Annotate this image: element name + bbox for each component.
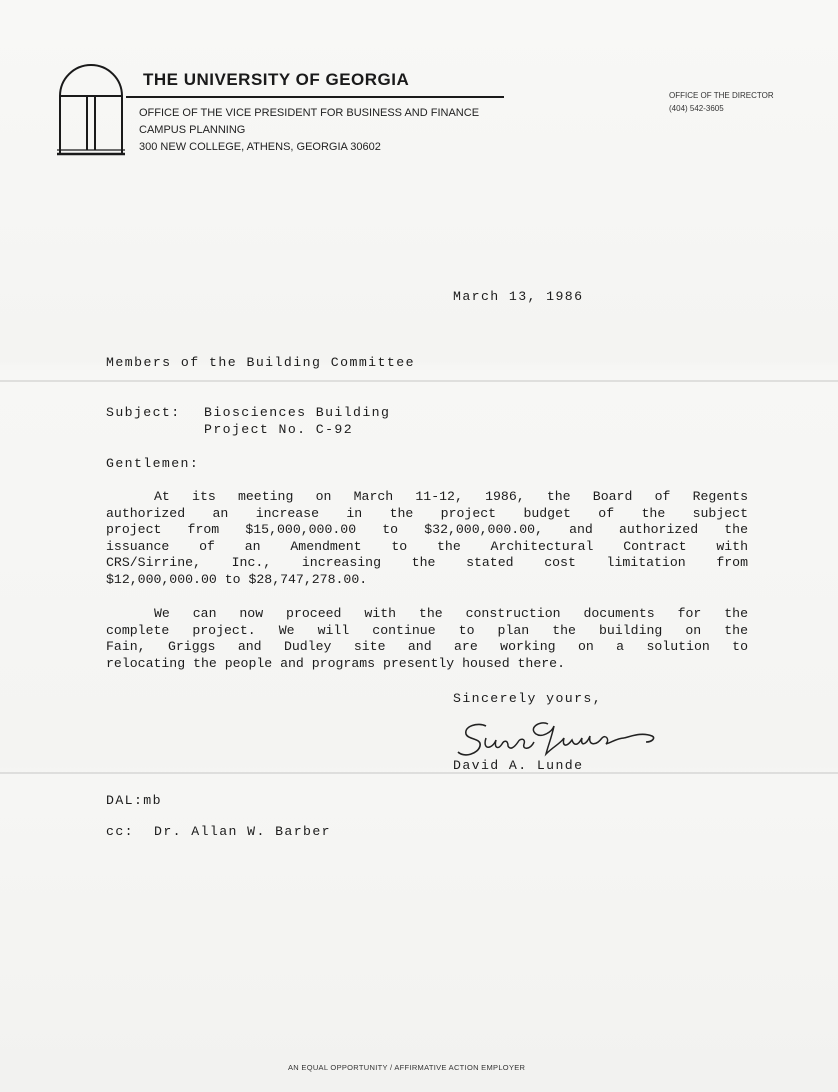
paper-fold-line <box>0 772 838 774</box>
paragraph-line: $12,000,000.00 to $28,747,278.00. <box>106 571 368 587</box>
subject-label: Subject: <box>106 405 181 420</box>
body-paragraph-1 <box>106 489 748 588</box>
paragraph-line: We can now proceed with the construction documents for the <box>154 606 748 621</box>
typist-initials: DAL:mb <box>106 793 162 808</box>
eeo-footer: AN EQUAL OPPORTUNITY / AFFIRMATIVE ACTION EMPLOYER <box>288 1063 526 1072</box>
paragraph-line: complete project. We will continue to plan the building on the <box>106 622 748 638</box>
paragraph-line: authorized an increase in the project budget of the subject <box>106 505 748 521</box>
addressee: Members of the Building Committee <box>106 355 416 370</box>
paragraph-line: project from $15,000,000.00 to $32,000,000.00, and authorized the <box>106 522 748 537</box>
director-office: OFFICE OF THE DIRECTOR <box>669 91 774 100</box>
subject-line: Biosciences Building <box>204 405 391 420</box>
salutation: Gentlemen: <box>106 456 200 471</box>
paragraph-line: At its meeting on March 11-12, 1986, the Board of Regents <box>154 489 748 504</box>
closing: Sincerely yours, <box>453 691 603 706</box>
handwritten-signature <box>456 716 666 762</box>
cc-label: cc: <box>106 824 134 839</box>
paragraph-line: CRS/Sirrine, Inc., increasing the stated cost limitation from <box>106 555 748 570</box>
office-address: 300 NEW COLLEGE, ATHENS, GEORGIA 30602 <box>139 141 381 153</box>
paragraph-line: Fain, Griggs and Dudley site and are working on a solution to <box>106 639 748 654</box>
subject-project-number: Project No. C-92 <box>204 422 354 437</box>
letter-date: March 13, 1986 <box>453 289 584 304</box>
department-name: CAMPUS PLANNING <box>139 124 246 136</box>
paper-fold-line <box>0 380 838 382</box>
cc-recipient: Dr. Allan W. Barber <box>154 824 331 839</box>
director-phone: (404) 542-3605 <box>669 104 724 113</box>
office-name: OFFICE OF THE VICE PRESIDENT FOR BUSINESS AND FINANCE <box>139 107 480 119</box>
arch-logo <box>56 64 126 156</box>
paragraph-line: issuance of an Amendment to the Architectural Contract with <box>106 538 748 554</box>
letterhead-rule <box>126 96 504 98</box>
body-paragraph-2 <box>106 606 748 672</box>
paragraph-line: relocating the people and programs presently housed there. <box>106 655 565 671</box>
institution-name: THE UNIVERSITY OF GEORGIA <box>143 70 410 89</box>
signer-name: David A. Lunde <box>453 758 584 773</box>
